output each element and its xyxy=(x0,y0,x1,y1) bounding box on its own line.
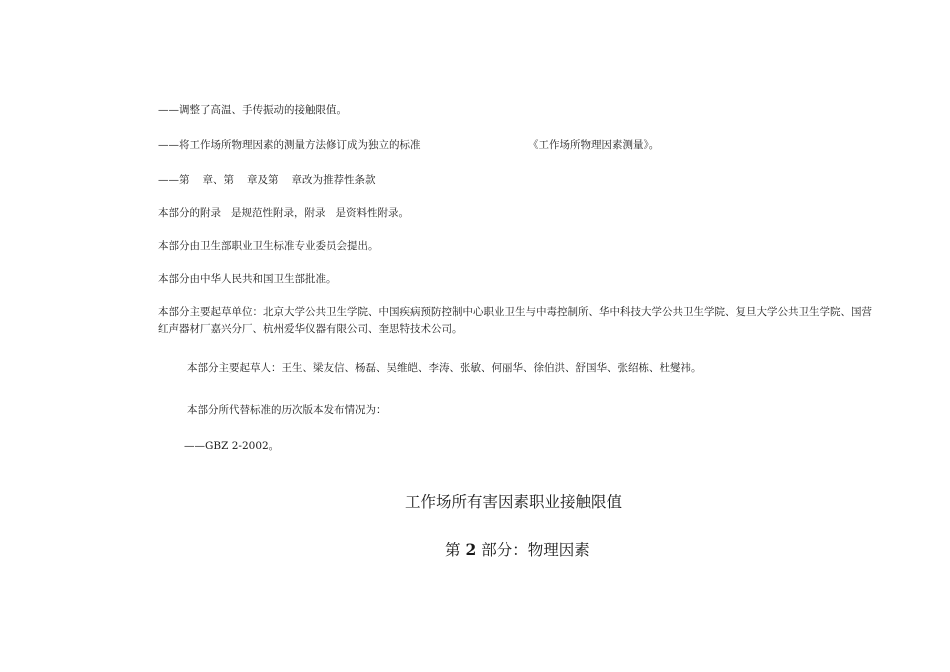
change-item-limits-text: ——调整了高温、手传振动的接触限值。 xyxy=(158,104,347,116)
proposer-text: 本部分由卫生部职业卫生标准专业委员会提出。 xyxy=(158,240,379,252)
previous-versions-intro xyxy=(187,402,387,419)
drafting-units xyxy=(158,304,878,338)
drafting-units-text: 本部分主要起草单位：北京大学公共卫生学院、中国疾病预防控制中心职业卫生与中毒控制所、华中科技大学公共卫生学院、复旦大学公共卫生学院、国营红声器材厂嘉兴分厂、杭州爱华仪器有限公司、奎思特技术公司。 xyxy=(158,306,872,335)
chapters-part-2: 章、第 xyxy=(202,174,234,186)
previous-version-item xyxy=(184,438,279,455)
appendix-part-2: 是规范性附录，附录 xyxy=(231,207,326,219)
approver-text: 本部分由中华人民共和国卫生部批准。 xyxy=(158,273,337,285)
change-item-chapters xyxy=(158,172,376,189)
subtitle-part-number: 2 xyxy=(465,540,477,559)
document-title xyxy=(405,490,622,512)
document-title-text: 工作场所有害因素职业接触限值 xyxy=(405,493,623,511)
change-item-measurement-text: ——将工作场所物理因素的测量方法修订成为独立的标准 xyxy=(158,139,421,151)
change-item-limits xyxy=(158,102,347,119)
chapters-part-1: ——第 xyxy=(158,174,190,186)
measurement-standard-title-text: 《工作场所物理因素测量》。 xyxy=(528,139,660,151)
chapters-part-3: 章及第 xyxy=(247,174,279,186)
previous-version-text: ——GBZ 2-2002。 xyxy=(184,440,280,452)
chapters-part-4: 章改为推荐性条款 xyxy=(291,174,376,186)
subtitle-suffix: 部分：物理因素 xyxy=(481,541,590,559)
measurement-standard-title xyxy=(528,137,659,154)
appendix-part-1: 本部分的附录 xyxy=(158,207,221,219)
previous-versions-text: 本部分所代替标准的历次版本发布情况为： xyxy=(187,404,387,416)
drafters-text: 本部分主要起草人：王生、梁友信、杨磊、吴维皑、李涛、张敏、何丽华、徐伯洪、舒国华、张绍栋、杜燮祎。 xyxy=(187,362,702,374)
document-subtitle xyxy=(445,538,590,560)
appendix-part-3: 是资料性附录。 xyxy=(335,207,409,219)
drafters xyxy=(187,360,702,377)
appendix-statement xyxy=(158,205,409,222)
proposer-statement xyxy=(158,238,379,255)
change-item-measurement xyxy=(158,137,421,154)
approver-statement xyxy=(158,271,337,288)
subtitle-prefix: 第 xyxy=(445,541,461,559)
